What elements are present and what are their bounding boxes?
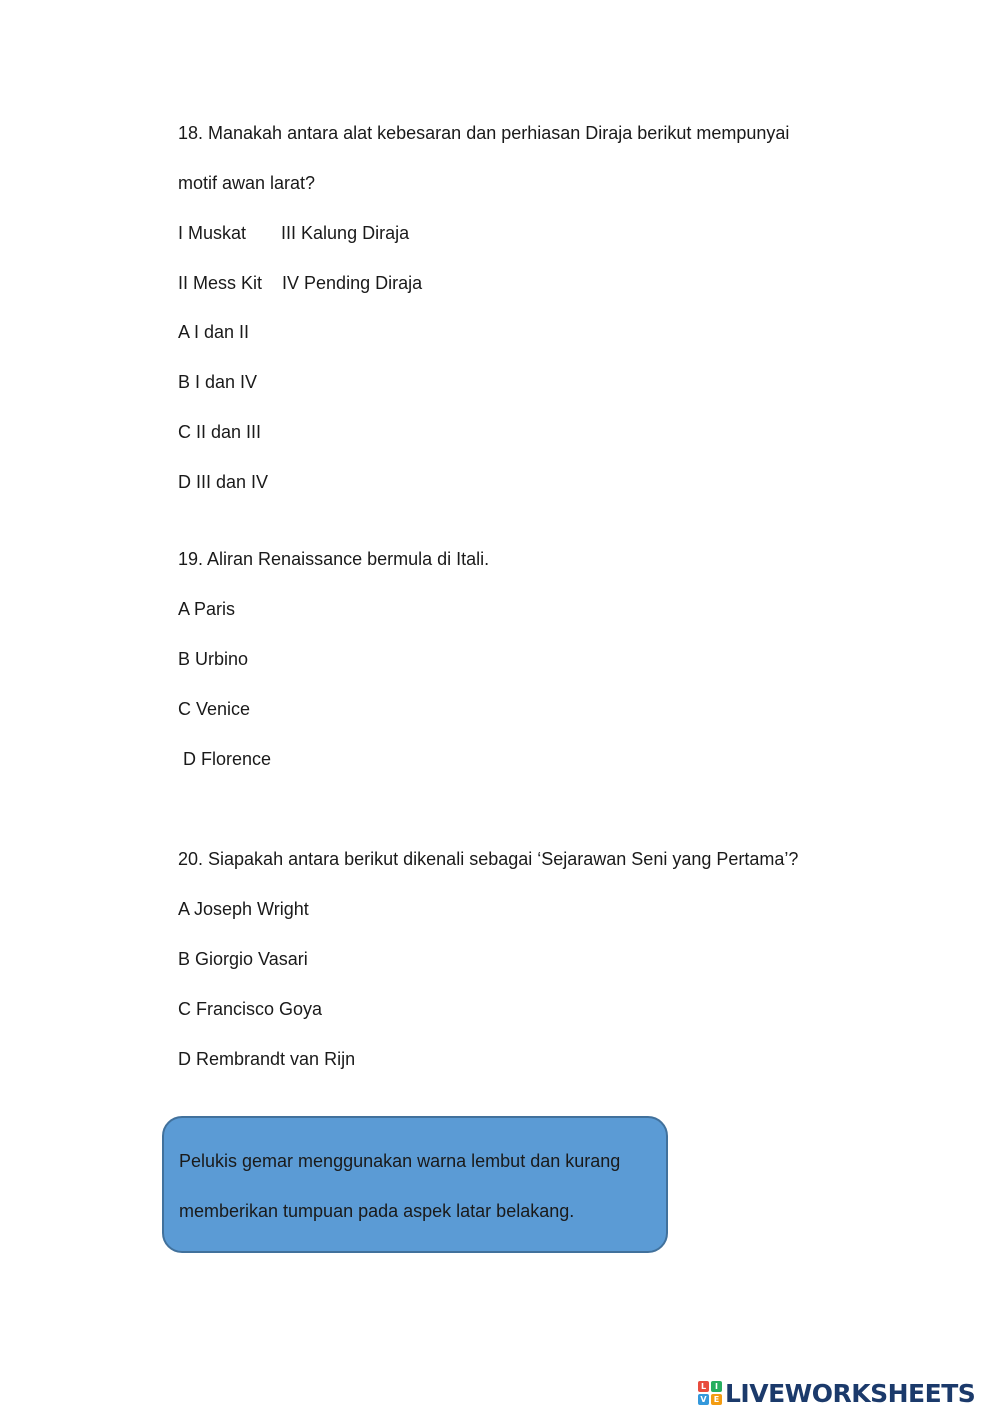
q20-option-c[interactable]: C Francisco Goya xyxy=(178,999,323,1019)
q20-option-b[interactable]: B Giorgio Vasari xyxy=(178,949,308,969)
q18-items-row-2: II Mess Kit IV Pending Diraja xyxy=(178,273,423,293)
q18-option-a[interactable]: A I dan II xyxy=(178,322,250,342)
logo-brand-text: LIVEWORKSHEETS xyxy=(725,1378,976,1408)
logo-letter-i: I xyxy=(711,1381,722,1392)
logo-letter-v: V xyxy=(698,1394,709,1405)
q18-stem-line-1: 18. Manakah antara alat kebesaran dan perhiasan Diraja berikut mempunyai xyxy=(178,123,790,143)
liveworksheets-logo xyxy=(698,1378,975,1408)
q18-items-row-1: I Muskat III Kalung Diraja xyxy=(178,223,410,243)
callout-line-2: memberikan tumpuan pada aspek latar belakang. xyxy=(179,1201,575,1221)
q20-option-a[interactable]: A Joseph Wright xyxy=(178,899,309,919)
logo-live-grid-icon xyxy=(698,1381,722,1405)
q20-stem: 20. Siapakah antara berikut dikenali sebagai ‘Sejarawan Seni yang Pertama’? xyxy=(178,849,799,869)
q18-option-b[interactable]: B I dan IV xyxy=(178,372,258,392)
q19-option-c[interactable]: C Venice xyxy=(178,699,251,719)
q18-option-c[interactable]: C II dan III xyxy=(178,422,262,442)
q18-option-d[interactable]: D III dan IV xyxy=(178,472,269,492)
q19-option-d[interactable]: D Florence xyxy=(178,749,272,769)
q19-stem: 19. Aliran Renaissance bermula di Itali. xyxy=(178,549,490,569)
logo-letter-l: L xyxy=(698,1381,709,1392)
q20-option-d[interactable]: D Rembrandt van Rijn xyxy=(178,1049,356,1069)
q19-option-a[interactable]: A Paris xyxy=(178,599,236,619)
callout-line-1: Pelukis gemar menggunakan warna lembut dan kurang xyxy=(179,1151,621,1171)
q18-stem-line-2: motif awan larat? xyxy=(178,173,316,193)
answer-callout-box[interactable] xyxy=(162,1116,668,1253)
logo-letter-e: E xyxy=(711,1394,722,1405)
q19-option-b[interactable]: B Urbino xyxy=(178,649,249,669)
